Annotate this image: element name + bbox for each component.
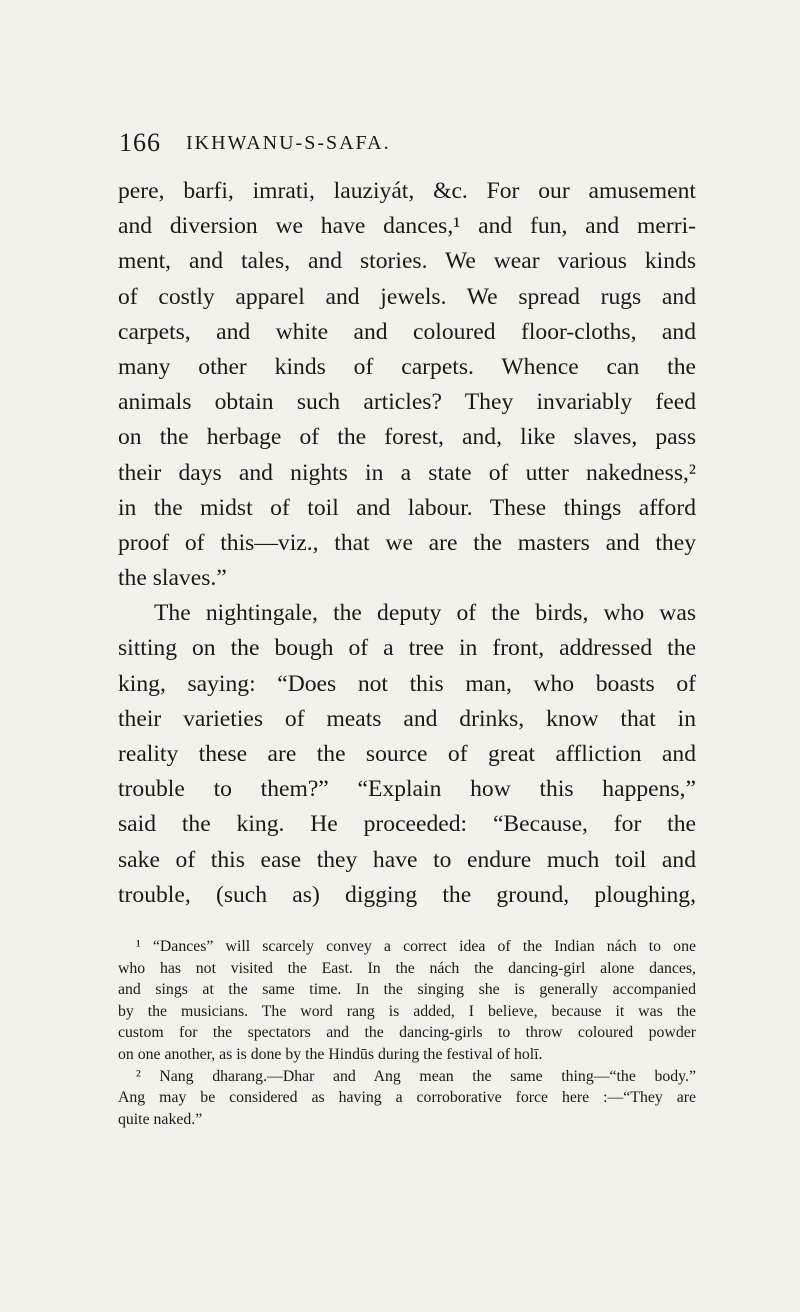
body-line: sitting on the bough of a tree in front, addressed the bbox=[118, 635, 696, 662]
body-line: their varieties of meats and drinks, know that in bbox=[118, 705, 696, 732]
body-line: and diversion we have dances,¹ and fun, and merri- bbox=[118, 213, 696, 240]
body-line: animals obtain such articles? They invariably feed bbox=[118, 389, 696, 416]
body-line: the slaves.” bbox=[118, 565, 227, 592]
body-line: ment, and tales, and stories. We wear various kinds bbox=[118, 248, 696, 275]
page-number: 166 bbox=[119, 128, 161, 157]
body-line: in the midst of toil and labour. These things afford bbox=[118, 494, 696, 521]
body-line: on the herbage of the forest, and, like slaves, pass bbox=[118, 424, 696, 451]
body-line: proof of this—viz., that we are the masters and they bbox=[118, 529, 696, 556]
footnote-line: who has not visited the East. In the nách the dancing-girl alone dances, bbox=[118, 959, 696, 977]
footnote-line: quite naked.” bbox=[118, 1110, 203, 1128]
running-title: IKHWANU-S-SAFA. bbox=[186, 132, 391, 154]
body-line: reality these are the source of great affliction and bbox=[118, 741, 696, 767]
footnote-line: and sings at the same time. In the singing she is generally accompanied bbox=[118, 981, 696, 999]
body-text bbox=[118, 174, 696, 913]
footnote-line: by the musicians. The word rang is added, I believe, because it was the bbox=[118, 1002, 696, 1020]
body-line: sake of this ease they have to endure much toil and bbox=[118, 846, 696, 873]
running-head bbox=[119, 128, 679, 168]
footnote-line: on one another, as is done by the Hindūs during the festival of holī. bbox=[118, 1045, 543, 1063]
body-line: trouble, (such as) digging the ground, ploughing, bbox=[118, 881, 696, 908]
body-line: The nightingale, the deputy of the birds, who was bbox=[154, 600, 696, 627]
body-line: carpets, and white and coloured floor-cloths, and bbox=[118, 318, 696, 345]
footnote-line: Ang may be considered as having a corroborative force here :—“They are bbox=[118, 1089, 696, 1107]
footnote-line: ² Nang dharang.—Dhar and Ang mean the same thing—“the body.” bbox=[136, 1067, 696, 1085]
footnotes bbox=[118, 936, 696, 1130]
footnote-line: custom for the spectators and the dancing-girls to throw coloured powder bbox=[118, 1024, 696, 1042]
body-line: trouble to them?” “Explain how this happens,” bbox=[118, 776, 696, 803]
body-line: said the king. He proceeded: “Because, for the bbox=[118, 811, 696, 838]
body-line: of costly apparel and jewels. We spread rugs and bbox=[118, 283, 696, 310]
body-line: many other kinds of carpets. Whence can the bbox=[118, 353, 696, 380]
body-line: king, saying: “Does not this man, who boasts of bbox=[118, 670, 696, 697]
body-line: pere, barfi, imrati, lauziyát, &c. For our amusement bbox=[118, 178, 696, 204]
footnote-line: ¹ “Dances” will scarcely convey a correct idea of the Indian nách to one bbox=[136, 938, 696, 955]
body-line: their days and nights in a state of utter nakedness,² bbox=[118, 459, 696, 486]
